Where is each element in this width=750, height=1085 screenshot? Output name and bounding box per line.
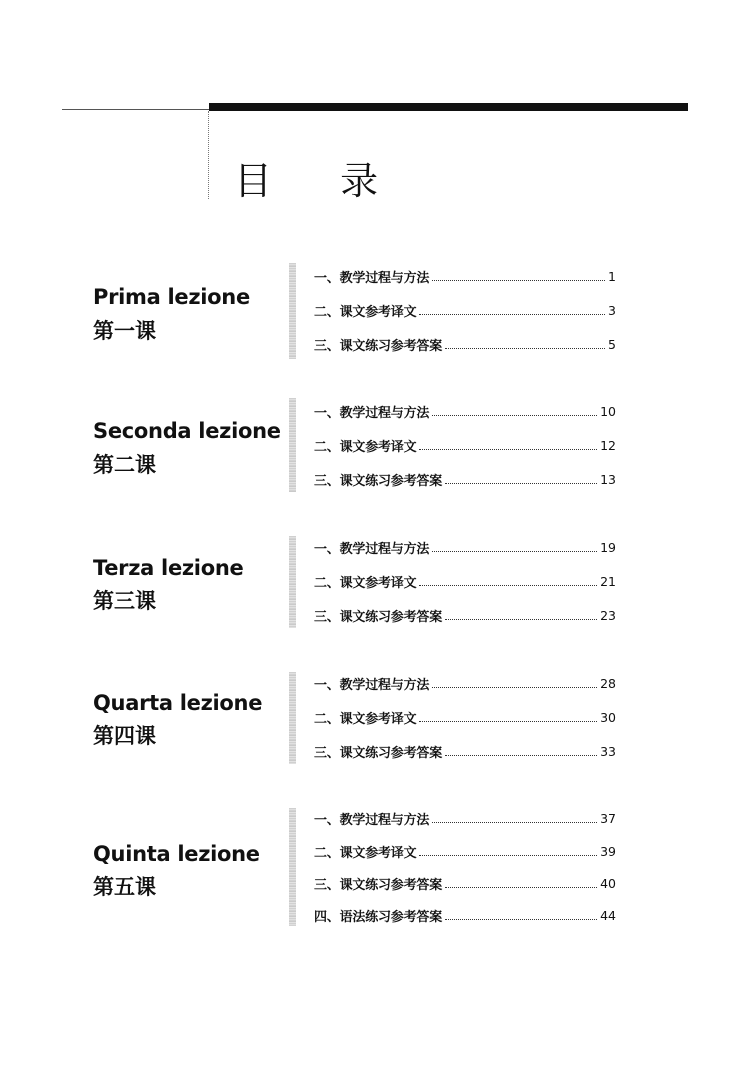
toc-page-number: 30 xyxy=(600,709,616,725)
toc-leader xyxy=(419,721,597,722)
toc-leader xyxy=(445,887,597,888)
toc-entry[interactable] xyxy=(314,605,616,625)
lesson-title-it: Quinta lezione xyxy=(93,842,260,866)
toc-entry-label: 一、教学过程与方法 xyxy=(314,677,430,693)
toc-entry[interactable] xyxy=(314,905,616,925)
toc-page-number: 40 xyxy=(600,875,616,891)
header-thick-rule xyxy=(209,103,688,111)
toc-page-number: 37 xyxy=(600,810,616,826)
toc-leader xyxy=(432,822,597,823)
toc-page-number: 44 xyxy=(600,907,616,923)
toc-entry[interactable] xyxy=(314,435,616,455)
section-separator xyxy=(289,398,296,492)
toc-entry-label: 三、课文练习参考答案 xyxy=(314,338,443,354)
toc-page-number: 33 xyxy=(600,743,616,759)
toc-entry-label: 一、教学过程与方法 xyxy=(314,270,430,286)
toc-page-number: 5 xyxy=(608,336,616,352)
toc-leader xyxy=(445,348,605,349)
toc-entry-label: 一、教学过程与方法 xyxy=(314,812,430,828)
toc-entry[interactable] xyxy=(314,808,616,828)
lesson-title-cn: 第二课 xyxy=(93,453,156,477)
toc-entry[interactable] xyxy=(314,300,616,320)
toc-leader xyxy=(432,551,597,552)
toc-entry-label: 三、课文练习参考答案 xyxy=(314,609,443,625)
toc-leader xyxy=(419,314,605,315)
toc-page-number: 10 xyxy=(600,403,616,419)
lesson-title-cn: 第四课 xyxy=(93,724,156,748)
toc-page-number: 23 xyxy=(600,607,616,623)
lesson-title-it: Seconda lezione xyxy=(93,419,281,443)
toc-leader xyxy=(445,483,597,484)
toc-entry[interactable] xyxy=(314,401,616,421)
page-title: 目 录 xyxy=(234,159,407,203)
toc-entry-label: 二、课文参考译文 xyxy=(314,575,417,591)
lesson-title-it: Quarta lezione xyxy=(93,691,263,715)
lesson-title-it: Prima lezione xyxy=(93,285,250,309)
toc-entry[interactable] xyxy=(314,841,616,861)
toc-leader xyxy=(445,919,597,920)
toc-leader xyxy=(445,619,597,620)
lesson-title-it: Terza lezione xyxy=(93,556,244,580)
toc-page-number: 12 xyxy=(600,437,616,453)
toc-entry[interactable] xyxy=(314,571,616,591)
toc-entry[interactable] xyxy=(314,873,616,893)
toc-entry-label: 三、课文练习参考答案 xyxy=(314,877,443,893)
toc-page-number: 19 xyxy=(600,539,616,555)
toc-entry-label: 一、教学过程与方法 xyxy=(314,541,430,557)
toc-leader xyxy=(432,687,597,688)
toc-entry-label: 一、教学过程与方法 xyxy=(314,405,430,421)
toc-page-number: 39 xyxy=(600,843,616,859)
toc-entry-label: 二、课文参考译文 xyxy=(314,711,417,727)
lesson-title-cn: 第五课 xyxy=(93,875,156,899)
toc-entry[interactable] xyxy=(314,334,616,354)
toc-leader xyxy=(432,280,605,281)
toc-page-number: 28 xyxy=(600,675,616,691)
toc-entry-label: 二、课文参考译文 xyxy=(314,845,417,861)
section-separator xyxy=(289,263,296,359)
toc-page-number: 13 xyxy=(600,471,616,487)
header-thin-rule xyxy=(62,109,212,110)
toc-page-number: 3 xyxy=(608,302,616,318)
toc-entry[interactable] xyxy=(314,469,616,489)
toc-page-number: 1 xyxy=(608,268,616,284)
toc-entry[interactable] xyxy=(314,741,616,761)
header-dotted-divider xyxy=(208,111,209,199)
toc-entry[interactable] xyxy=(314,673,616,693)
section-separator xyxy=(289,672,296,764)
toc-entry[interactable] xyxy=(314,707,616,727)
toc-entry[interactable] xyxy=(314,537,616,557)
section-separator xyxy=(289,536,296,628)
toc-leader xyxy=(419,585,597,586)
toc-leader xyxy=(432,415,597,416)
toc-entry-label: 二、课文参考译文 xyxy=(314,439,417,455)
toc-entry[interactable] xyxy=(314,266,616,286)
section-separator xyxy=(289,808,296,926)
toc-leader xyxy=(419,855,597,856)
lesson-title-cn: 第三课 xyxy=(93,589,156,613)
toc-leader xyxy=(419,449,597,450)
toc-entry-label: 三、课文练习参考答案 xyxy=(314,745,443,761)
toc-entry-label: 二、课文参考译文 xyxy=(314,304,417,320)
toc-leader xyxy=(445,755,597,756)
toc-entry-label: 三、课文练习参考答案 xyxy=(314,473,443,489)
lesson-title-cn: 第一课 xyxy=(93,319,156,343)
toc-page-number: 21 xyxy=(600,573,616,589)
toc-entry-label: 四、语法练习参考答案 xyxy=(314,909,443,925)
